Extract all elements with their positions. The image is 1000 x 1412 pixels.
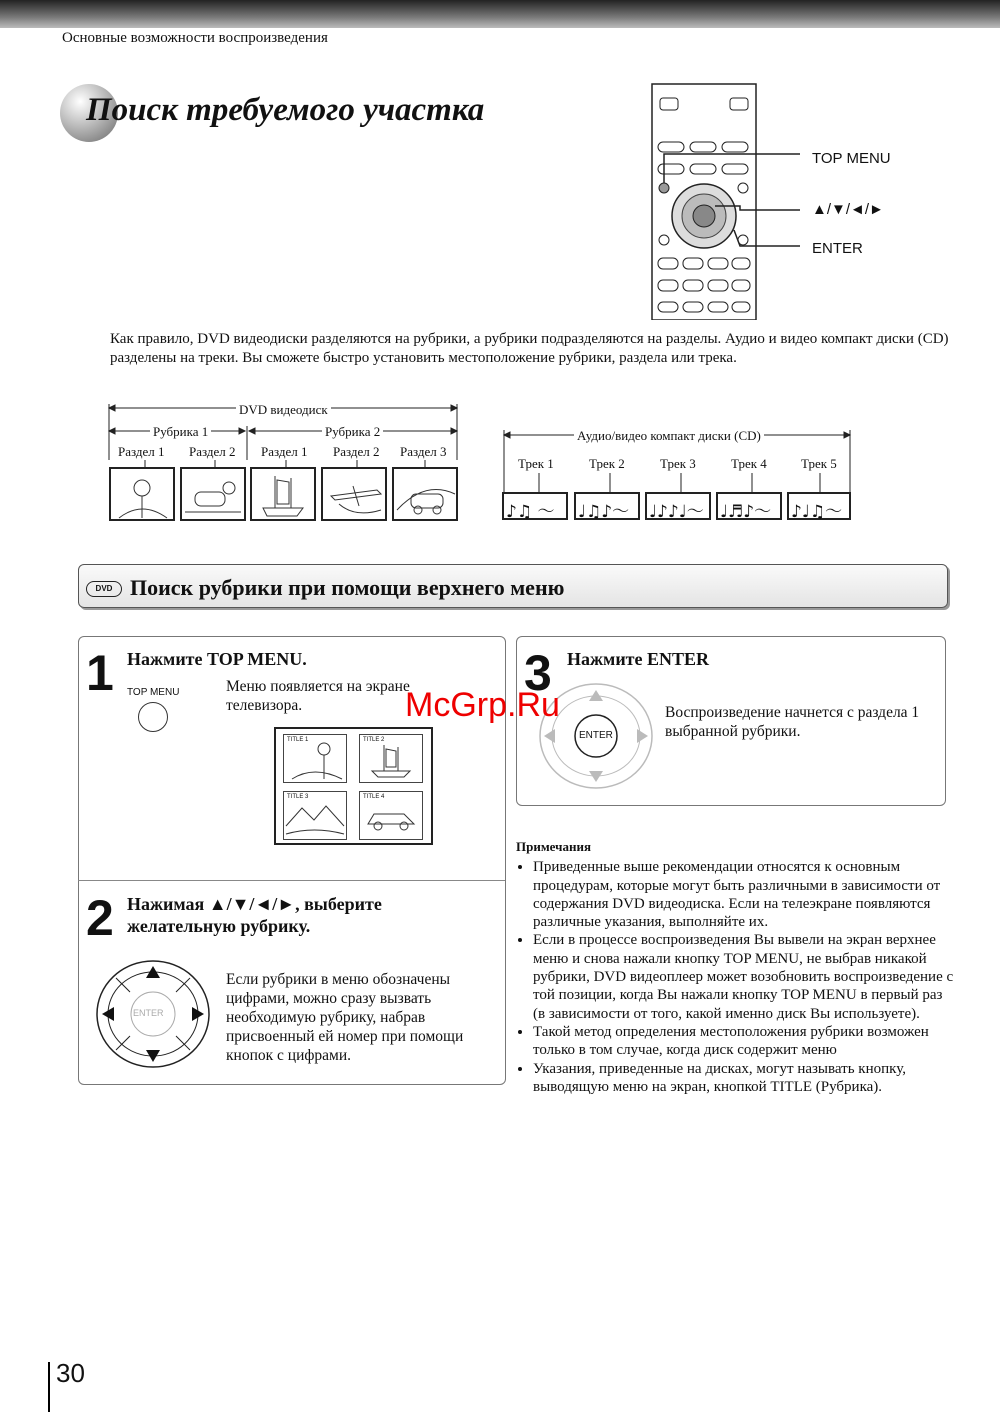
chapter-label: Раздел 3 [400, 444, 447, 459]
chapter-label: Раздел 2 [189, 444, 236, 459]
menu-thumbnail [359, 791, 423, 840]
track-label: Трек 1 [518, 456, 554, 471]
divider [78, 880, 505, 881]
step-number: 3 [524, 645, 552, 701]
dvd-icon: DVD [86, 581, 122, 597]
step-number: 1 [86, 645, 114, 701]
step-number: 2 [86, 890, 114, 946]
header-bar [0, 0, 1000, 28]
chapter-label: Раздел 1 [261, 444, 308, 459]
step1-text: Меню появляется на экране телевизора. [226, 678, 410, 714]
enter-label: ENTER [579, 730, 613, 741]
ship-illustration [360, 735, 422, 782]
step1-heading: Нажмите TOP MENU. [127, 649, 307, 669]
menu-title-label: TITLE 3 [287, 794, 309, 800]
enter-callout: ENTER [812, 240, 863, 257]
track-notes: ♩♬♪～ [720, 502, 772, 522]
menu-thumbnail [283, 791, 347, 840]
intro-paragraph: Как правило, DVD видеодиски разделяются на рубрики, а рубрики подразделяются на разделы. Аудио и видео компакт диски (CD) разделены на треки. Вы сможете быстро установить местоположение рубрики, раздела или трека. [110, 331, 949, 366]
title1-label: Рубрика 1 [150, 424, 211, 440]
menu-thumbnail [359, 734, 423, 783]
top-menu-button-label: TOP MENU [127, 687, 180, 698]
note-item: • Если в процессе воспроизведения Вы вывели на экран верхнее меню и снова нажали кнопку TOP MENU, не выбрав никакой рубрики, DVD видеоплеер может возобновить воспроизведение с той позиции, когда Вы нажали кнопку TOP MENU в первый раз (в зависимости от того, какой именно диск Вы используете). [533, 931, 956, 1022]
tv-menu-screen [274, 727, 433, 845]
chapter-label: Раздел 1 [118, 444, 165, 459]
menu-title-label: TITLE 2 [363, 737, 385, 743]
track-label: Трек 2 [589, 456, 625, 471]
track-notes: ♩♪♪♩～ [649, 502, 704, 522]
step2-heading: желательную рубрику. [127, 916, 311, 936]
section-header: Основные возможности воспроизведения [62, 30, 328, 46]
track-label: Трек 4 [731, 456, 767, 471]
top-menu-callout: TOP MENU [812, 150, 891, 167]
step2-text: Если рубрики в меню обозначены цифрами, можно сразу вызвать необходимую рубрику, набрав присвоенный ей номер при помощи кнопок с цифрами. [226, 971, 464, 1064]
car-illustration [360, 792, 422, 839]
dvd-structure-diagram [105, 400, 465, 525]
track-label: Трек 3 [660, 456, 696, 471]
flower-illustration [284, 735, 346, 782]
page-number-rule [48, 1362, 50, 1412]
note-item: • Такой метод определения местоположения рубрики возможен только в том случае, когда диск содержит меню [533, 1023, 956, 1060]
page-title: Поиск требуемого участка [86, 92, 485, 128]
section-title: Поиск рубрики при помощи верхнего меню [130, 575, 565, 600]
menu-title-label: TITLE 4 [363, 794, 385, 800]
remote-illustration [640, 80, 960, 320]
track-notes: ♪♩♫～ [791, 502, 843, 522]
enter-label: ENTER [133, 1008, 164, 1018]
menu-thumbnail [283, 734, 347, 783]
step3-heading: Нажмите ENTER [567, 649, 710, 669]
arrows-callout: ▲/▼/◄/► [812, 201, 884, 218]
title2-label: Рубрика 2 [322, 424, 383, 440]
note-item: • Приведенные выше рекомендации относятся к основным процедурам, которые могут быть различными в зависимости от содержания DVD видеодиска. Если на телеэкране появляются различные указания, выполняйте их. [533, 858, 956, 931]
chapter-label: Раздел 2 [333, 444, 380, 459]
watermark: McGrp.Ru [405, 686, 560, 724]
track-notes: ♩♫♪～ [578, 502, 630, 522]
step3-text: Воспроизведение начнется с раздела 1 выбранной рубрики. [665, 704, 920, 740]
notes-heading: Примечания [516, 839, 591, 854]
mountain-illustration [284, 792, 346, 839]
cd-label: Аудио/видео компакт диски (CD) [574, 428, 764, 444]
track-label: Трек 5 [801, 456, 837, 471]
notes-list [516, 858, 956, 1096]
menu-title-label: TITLE 1 [287, 737, 309, 743]
track-notes: ♪♫ ～ [506, 502, 555, 522]
dvd-label: DVD видеодиск [236, 402, 331, 418]
page-number: 30 [56, 1358, 85, 1388]
notes [516, 838, 956, 1096]
note-item: • Указания, приведенные на дисках, могут называть кнопку, выводящую меню на экран, кнопкой TITLE (Рубрика). [533, 1060, 956, 1097]
top-menu-button [138, 702, 168, 732]
step2-heading: Нажимая ▲/▼/◄/►, выберите [127, 894, 382, 914]
